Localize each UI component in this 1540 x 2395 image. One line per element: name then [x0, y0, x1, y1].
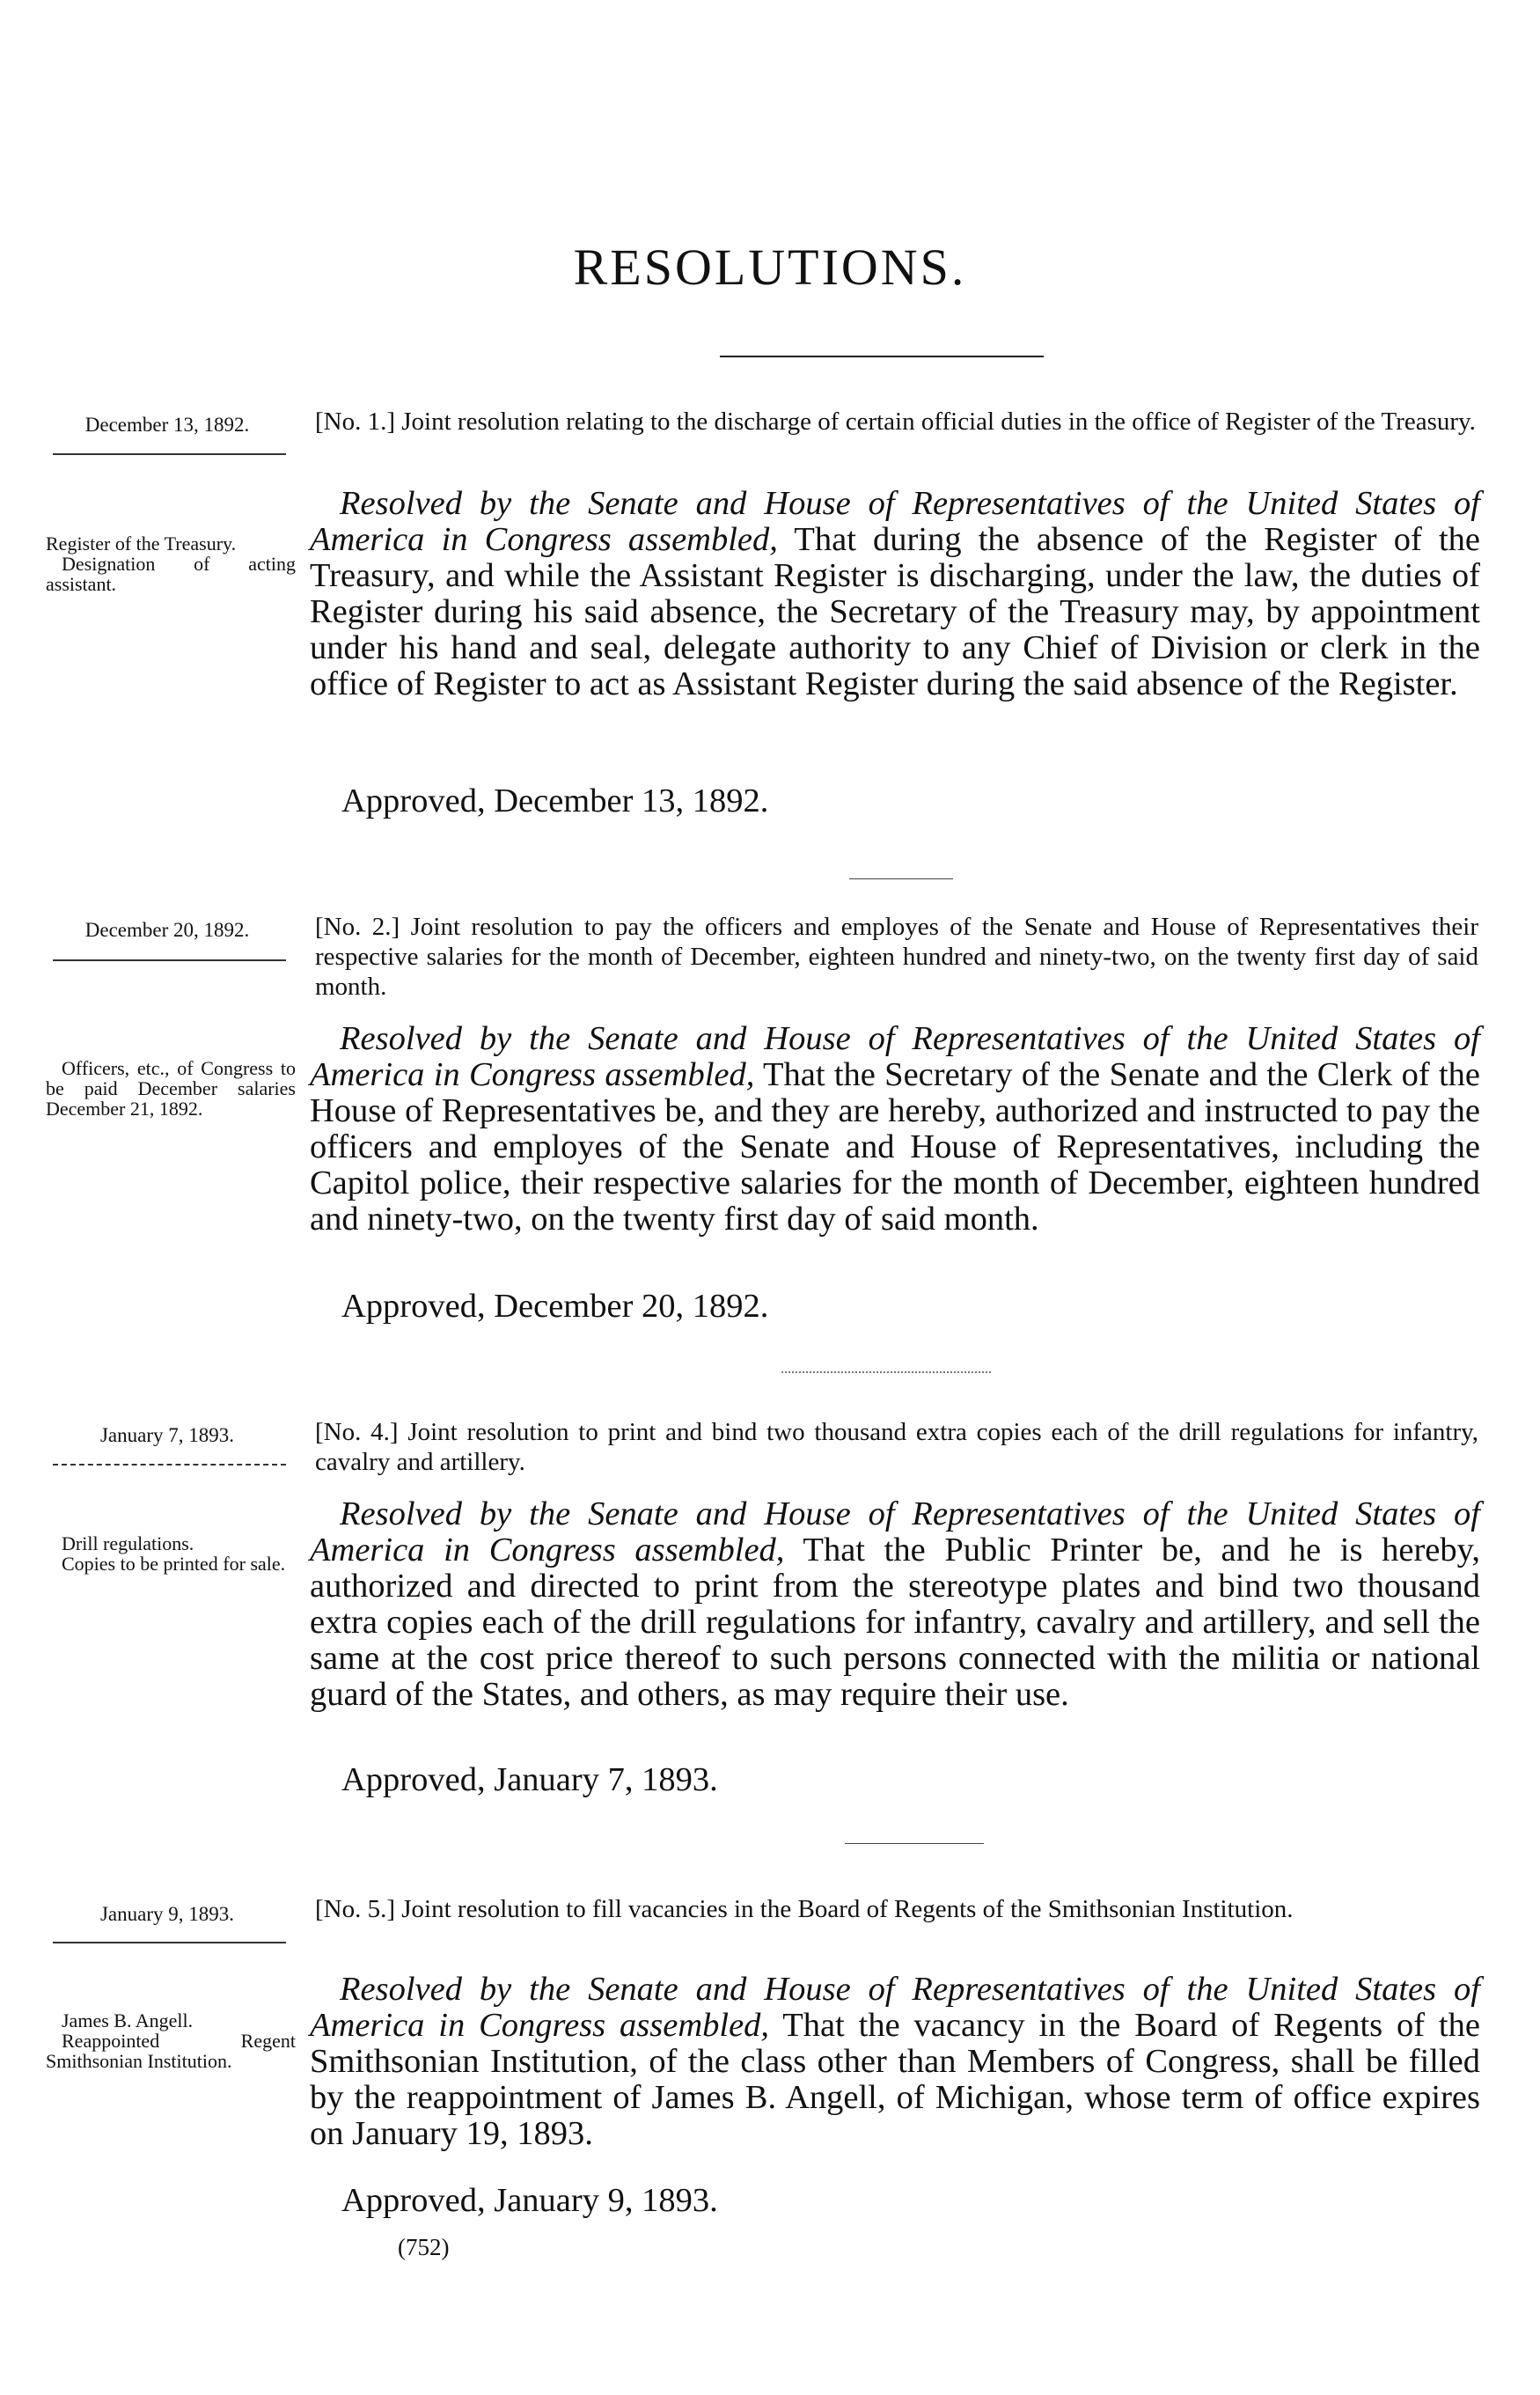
margin-notes — [46, 533, 296, 594]
approval-date: Approved, January 7, 1893. — [341, 1761, 718, 1798]
margin-note: Drill regulations. — [62, 1532, 194, 1554]
resolution-text: That during the absence of the Register of the Treasury, and while the Assistant Register is discharging, under the law, the duties of Register during his said absence, the Secretary of the Treasury may, by appointment under his hand and seal, delegate authority to any Chief of Division or clerk in the office of Register to act as Assistant Register during the said absence of the Register. — [310, 521, 1481, 702]
margin-notes — [46, 2010, 296, 2071]
margin-note: Designation of acting assistant. — [46, 553, 296, 595]
margin-note: Officers, etc., of Congress to be paid December salaries December 21, 1892. — [46, 1057, 296, 1120]
resolution-heading — [315, 912, 1478, 1002]
resolution-body — [310, 486, 1480, 702]
section-divider — [845, 1843, 984, 1844]
page-title: RESOLUTIONS. — [573, 239, 967, 296]
resolution-number: [No. 1.] — [315, 408, 396, 436]
date-rule — [53, 959, 286, 961]
resolution-date: December 13, 1892. — [84, 414, 250, 436]
title-rule — [720, 356, 1044, 357]
resolution-title: Joint resolution relating to the discharge of certain official duties in the office of Register of the Treasury. — [401, 408, 1476, 436]
date-rule — [53, 1942, 286, 1943]
resolution-text: That the Public Printer be, and he is hereby, authorized and directed to print from the stereotype plates and bind two thousand extra copies each of the drill regulations for infantry, cavalry and artillery, and sell the same at the cost price thereof to such persons connected with the militia or national guard of the States, and others, as may require their use. — [310, 1532, 1480, 1713]
enacting-clause: Resolved by the Senate and House of Representatives of the United States of America in Congress assembled, — [310, 1495, 1480, 1569]
margin-notes — [46, 1058, 296, 1119]
margin-note: Register of the Treasury. — [46, 533, 237, 555]
resolution-heading — [315, 1894, 1478, 1924]
resolution-number: [No. 4.] — [315, 1418, 399, 1446]
resolution-date: December 20, 1892. — [84, 919, 250, 941]
section-divider — [849, 878, 953, 879]
margin-note: Reappointed Regent Smithsonian Institution. — [46, 2030, 296, 2072]
resolution-heading — [315, 1417, 1478, 1477]
resolution-number: [No. 2.] — [315, 913, 400, 941]
resolution-text: That the Secretary of the Senate and the Clerk of the House of Representatives be, and they are hereby, authorized and instructed to pay the officers and employes of the Senate and House of Representatives, including the Capitol police, their respective salaries for the month of December, eighteen hundred and ninety-two, on the twenty first day of said month. — [310, 1056, 1480, 1238]
date-rule — [53, 1464, 286, 1466]
date-rule — [53, 453, 286, 455]
resolution-body — [310, 1972, 1480, 2152]
resolution-title: Joint resolution to print and bind two thousand extra copies each of the drill regulations for infantry, cavalry and artillery. — [315, 1418, 1478, 1476]
approval-date: Approved, December 20, 1892. — [341, 1288, 769, 1325]
enacting-clause: Resolved by the Senate and House of Representatives of the United States of America in Congress assembled, — [310, 1971, 1480, 2044]
margin-notes — [46, 1533, 296, 1574]
enacting-clause: Resolved by the Senate and House of Representatives of the United States of America in Congress assembled, — [310, 485, 1480, 558]
resolution-text: That the vacancy in the Board of Regents of the Smithsonian Institution, of the class other than Members of Congress, shall be filled by the reappointment of James B. Angell, of Michigan, whose term of office expires on January 19, 1893. — [310, 2007, 1480, 2152]
section-divider — [781, 1371, 991, 1373]
approval-date: Approved, January 9, 1893. — [341, 2182, 718, 2219]
resolution-heading — [315, 407, 1478, 437]
approval-date: Approved, December 13, 1892. — [341, 782, 769, 819]
enacting-clause: Resolved by the Senate and House of Representatives of the United States of America in Congress assembled, — [310, 1020, 1480, 1093]
resolution-date: January 7, 1893. — [99, 1424, 235, 1446]
margin-note: James B. Angell. — [62, 2009, 194, 2031]
resolution-body — [310, 1496, 1480, 1713]
page-number: (752) — [398, 2234, 450, 2260]
resolution-title: Joint resolution to fill vacancies in the Board of Regents of the Smithsonian Institution. — [401, 1895, 1294, 1923]
margin-note: Copies to be printed for sale. — [62, 1553, 286, 1575]
resolution-title: Joint resolution to pay the officers and employes of the Senate and House of Representatives their respective salaries for the month of December, eighteen hundred and ninety-two, on the twenty first day of said month. — [315, 913, 1478, 1001]
resolution-body — [310, 1021, 1480, 1238]
resolution-date: January 9, 1893. — [99, 1903, 235, 1925]
resolution-number: [No. 5.] — [315, 1895, 396, 1923]
